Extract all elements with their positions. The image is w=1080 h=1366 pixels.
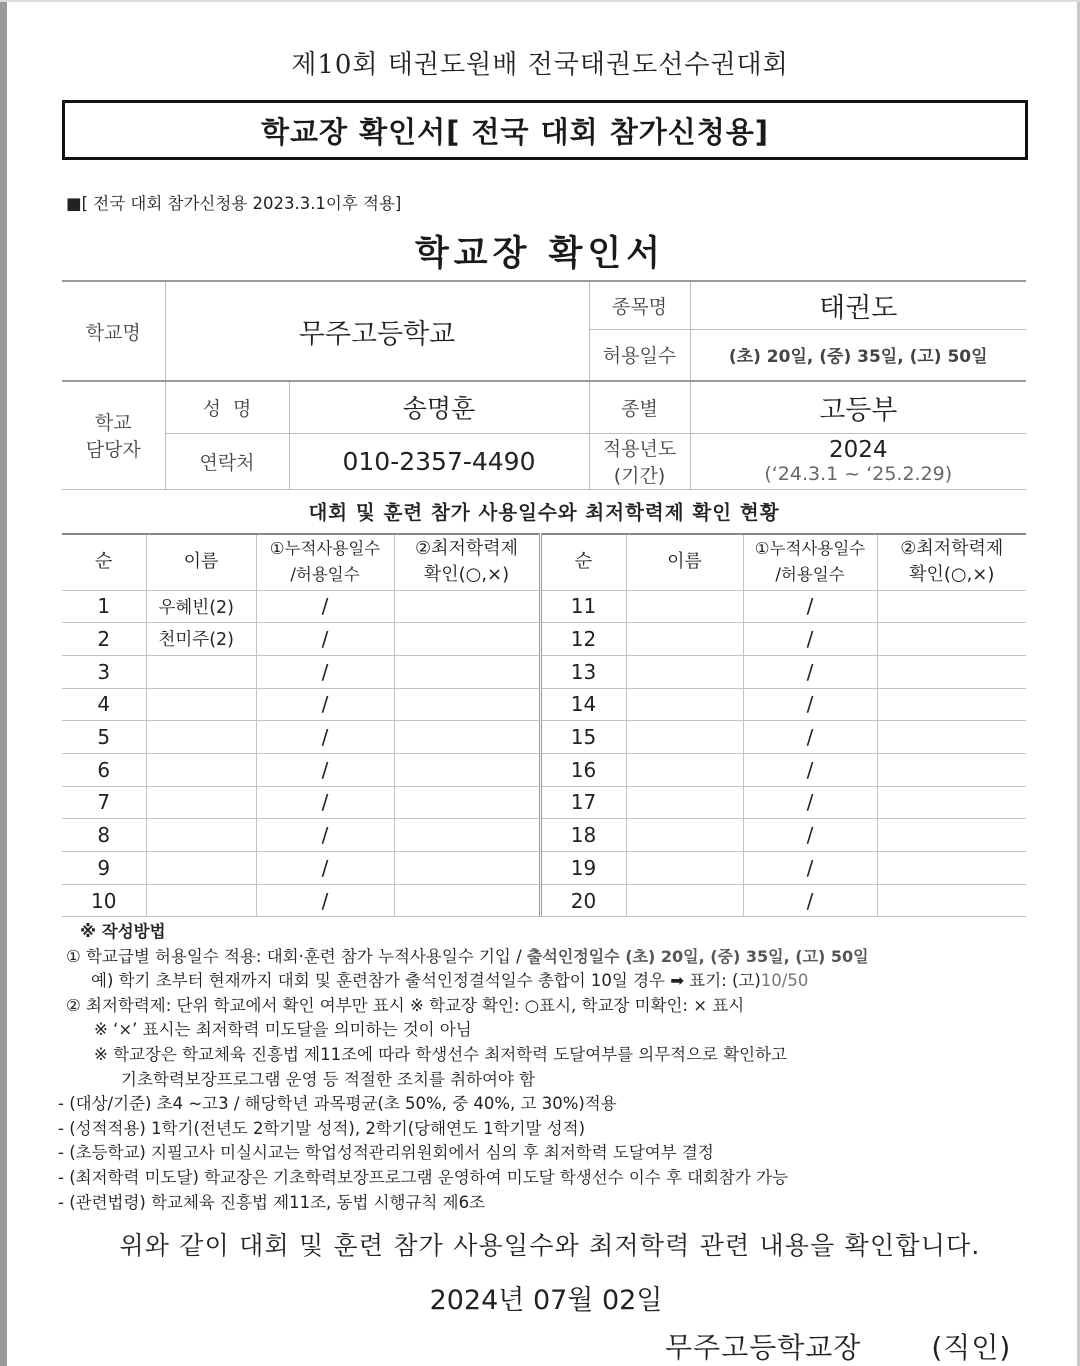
row-name bbox=[146, 819, 256, 852]
method-line-7: - (대상/기준) 초4 ~고3 / 해당학년 과목평균(초 50%, 중 40%, 고 30%)적용 bbox=[58, 1094, 617, 1114]
manager-label-line2: 담당자 bbox=[85, 439, 141, 462]
row-days: / bbox=[256, 721, 394, 754]
roster-header-row bbox=[62, 534, 1026, 590]
row-name bbox=[146, 852, 256, 885]
method-line-6: 기초학력보장프로그램 운영 등 적절한 조치를 취하여야 함 bbox=[121, 1069, 536, 1089]
row-name: 천미주(2) bbox=[146, 623, 256, 656]
method-line-11: - (관련법령) 학교체육 진흥법 제11조, 동법 시행규칙 제6조 bbox=[58, 1192, 485, 1212]
row-check bbox=[877, 852, 1026, 885]
row-check bbox=[394, 753, 540, 786]
row-days: / bbox=[743, 688, 877, 721]
page-edge-top bbox=[0, 0, 1080, 2]
col-academic-right bbox=[877, 534, 1026, 590]
method-line-2a: 예) 학기 초부터 현재까지 대회 및 훈련참가 출석인정결석일수 총합이 10일 경우 ➡ 표기: (고) bbox=[91, 971, 761, 991]
row-no: 5 bbox=[62, 721, 146, 754]
row-name bbox=[626, 688, 743, 721]
col-academic-left bbox=[394, 534, 540, 590]
row-check bbox=[877, 786, 1026, 819]
row-days: / bbox=[743, 753, 877, 786]
row-check bbox=[877, 655, 1026, 688]
event-title: 제10회 태권도원배 전국태권도선수권대회 bbox=[291, 50, 789, 80]
roster-table bbox=[62, 533, 1026, 917]
row-no: 10 bbox=[62, 884, 146, 917]
row-no: 2 bbox=[62, 623, 146, 656]
table-row bbox=[62, 655, 1026, 688]
row-days: / bbox=[743, 721, 877, 754]
col-name-right: 이름 bbox=[626, 534, 743, 590]
row-days: / bbox=[743, 884, 877, 917]
manager-label-line1: 학교 bbox=[94, 412, 132, 435]
row-days: / bbox=[256, 655, 394, 688]
row-check bbox=[394, 786, 540, 819]
row-check bbox=[877, 623, 1026, 656]
writing-method bbox=[58, 920, 1026, 1215]
contact-label: 연락처 bbox=[165, 433, 289, 489]
row-days: / bbox=[743, 623, 877, 656]
col-academic-left-line2: 확인(○,×) bbox=[423, 564, 510, 586]
table-row bbox=[62, 590, 1026, 623]
row-days: / bbox=[256, 884, 394, 917]
row-check bbox=[877, 721, 1026, 754]
row-days: / bbox=[256, 852, 394, 885]
year-label-line1: 적용년도 bbox=[602, 438, 677, 460]
method-line-2 bbox=[66, 969, 1026, 994]
page-edge-left bbox=[0, 0, 7, 1366]
row-days: / bbox=[256, 786, 394, 819]
row-check bbox=[394, 623, 540, 656]
row-name bbox=[626, 721, 743, 754]
col-days-left-line1: ①누적사용일수 bbox=[269, 539, 381, 559]
row-no: 15 bbox=[540, 721, 626, 754]
row-no: 20 bbox=[540, 884, 626, 917]
document-title-box bbox=[62, 100, 1028, 160]
method-line-8: - (성적적용) 1학기(전년도 2학기말 성적), 2학기(당해연도 1학기말 성적) bbox=[58, 1118, 586, 1138]
table-row bbox=[62, 786, 1026, 819]
col-days-left-line2: /허용일수 bbox=[290, 565, 360, 585]
row-check bbox=[394, 688, 540, 721]
col-days-right-line2: /허용일수 bbox=[775, 565, 845, 585]
contact-value: 010-2357-4490 bbox=[289, 433, 589, 489]
col-academic-right-line2: 확인(○,×) bbox=[909, 564, 995, 586]
row-check bbox=[877, 590, 1026, 623]
row-check bbox=[394, 655, 540, 688]
row-check bbox=[394, 884, 540, 917]
row-no: 16 bbox=[540, 753, 626, 786]
row-name bbox=[146, 884, 256, 917]
method-line-2b: 10/50 bbox=[760, 971, 809, 991]
method-line-1 bbox=[66, 945, 1026, 970]
row-check bbox=[877, 819, 1026, 852]
year-label bbox=[589, 433, 690, 489]
row-no: 4 bbox=[62, 688, 146, 721]
table-row bbox=[62, 819, 1026, 852]
roster-section-title: 대회 및 훈련 참가 사용일수와 최저학력제 확인 현황 bbox=[308, 501, 780, 524]
row-days: / bbox=[256, 688, 394, 721]
col-academic-right-line1: ②최저학력제 bbox=[900, 538, 1004, 560]
method-line-5: ※ 학교장은 학교체육 진흥법 제11조에 따라 학생선수 최저학력 도달여부를 의무적으로 확인하고 bbox=[94, 1044, 787, 1064]
table-row bbox=[62, 623, 1026, 656]
manager-name: 송명훈 bbox=[289, 381, 589, 433]
table-row bbox=[62, 852, 1026, 885]
row-days: / bbox=[256, 590, 394, 623]
row-name bbox=[626, 884, 743, 917]
name-label: 성 명 bbox=[165, 381, 289, 433]
row-no: 19 bbox=[540, 852, 626, 885]
school-label: 학교명 bbox=[62, 281, 165, 381]
row-no: 1 bbox=[62, 590, 146, 623]
row-name bbox=[146, 721, 256, 754]
row-name bbox=[146, 786, 256, 819]
year-cell bbox=[690, 433, 1026, 489]
official-seal-mark: (직인) bbox=[931, 1331, 1012, 1364]
col-days-left bbox=[256, 534, 394, 590]
year-period: (‘24.3.1 ~ ‘25.2.29) bbox=[764, 463, 953, 485]
row-name bbox=[626, 819, 743, 852]
table-row bbox=[62, 721, 1026, 754]
table-row bbox=[62, 753, 1026, 786]
row-no: 14 bbox=[540, 688, 626, 721]
division-label: 종별 bbox=[589, 381, 690, 433]
row-name bbox=[626, 623, 743, 656]
col-academic-left-line1: ②최저학력제 bbox=[414, 538, 519, 560]
row-name: 우혜빈(2) bbox=[146, 590, 256, 623]
method-line-4: ※ ‘×’ 표시는 최저학력 미도달을 의미하는 것이 아님 bbox=[94, 1020, 472, 1040]
row-name bbox=[146, 753, 256, 786]
row-check bbox=[394, 819, 540, 852]
method-line-9: - (초등학교) 지필고사 미실시교는 학업성적관리위원회에서 심의 후 최저학력 도달여부 결정 bbox=[58, 1143, 714, 1163]
col-no-right: 순 bbox=[540, 534, 626, 590]
row-days: / bbox=[743, 852, 877, 885]
row-no: 8 bbox=[62, 819, 146, 852]
event-value: 태권도 bbox=[690, 281, 1026, 329]
col-days-right bbox=[743, 534, 877, 590]
row-days: / bbox=[256, 623, 394, 656]
school-info-table bbox=[62, 280, 1026, 490]
row-check bbox=[394, 590, 540, 623]
division-value: 고등부 bbox=[690, 381, 1026, 433]
row-check bbox=[394, 721, 540, 754]
table-row bbox=[62, 688, 1026, 721]
row-no: 18 bbox=[540, 819, 626, 852]
method-heading: ※ 작성방법 bbox=[80, 922, 166, 941]
row-name bbox=[626, 655, 743, 688]
school-name: 무주고등학교 bbox=[165, 281, 589, 381]
col-no-left: 순 bbox=[62, 534, 146, 590]
row-days: / bbox=[743, 655, 877, 688]
event-label: 종목명 bbox=[589, 281, 690, 329]
principal-signature bbox=[665, 1326, 1011, 1366]
row-name bbox=[626, 590, 743, 623]
issue-date: 2024년 07월 02일 bbox=[429, 1285, 663, 1316]
main-title: 학교장 확인서 bbox=[414, 234, 666, 274]
row-check bbox=[877, 753, 1026, 786]
row-no: 17 bbox=[540, 786, 626, 819]
year-label-line2: (기간) bbox=[613, 465, 666, 487]
row-no: 13 bbox=[540, 655, 626, 688]
table-row bbox=[62, 884, 1026, 917]
row-name bbox=[626, 786, 743, 819]
confirmation-statement: 위와 같이 대회 및 훈련 참가 사용일수와 최저학력 관련 내용을 확인합니다. bbox=[119, 1231, 981, 1260]
applicability-note: ■[ 전국 대회 참가신청용 2023.3.1이후 적용] bbox=[66, 194, 402, 213]
row-name bbox=[146, 688, 256, 721]
col-name-left: 이름 bbox=[146, 534, 256, 590]
method-line-1b: 출석인정일수 (초) 20일, (중) 35일, (고) 50일 bbox=[526, 946, 869, 966]
row-days: / bbox=[256, 819, 394, 852]
row-days: / bbox=[743, 590, 877, 623]
row-no: 6 bbox=[62, 753, 146, 786]
row-no: 12 bbox=[540, 623, 626, 656]
method-line-3: ② 최저학력제: 단위 학교에서 확인 여부만 표시 ※ 학교장 확인: ○표시, 학교장 미확인: × 표시 bbox=[66, 995, 745, 1015]
year-value: 2024 bbox=[828, 437, 888, 463]
col-days-right-line1: ①누적사용일수 bbox=[754, 539, 866, 559]
allow-days-value: (초) 20일, (중) 35일, (고) 50일 bbox=[690, 329, 1026, 381]
row-name bbox=[146, 655, 256, 688]
row-check bbox=[394, 852, 540, 885]
row-no: 7 bbox=[62, 786, 146, 819]
row-check bbox=[877, 884, 1026, 917]
row-days: / bbox=[743, 786, 877, 819]
row-check bbox=[877, 688, 1026, 721]
row-name bbox=[626, 753, 743, 786]
row-days: / bbox=[256, 753, 394, 786]
row-days: / bbox=[743, 819, 877, 852]
document-title: 학교장 확인서[ 전국 대회 참가신청용] bbox=[260, 114, 770, 149]
row-no: 11 bbox=[540, 590, 626, 623]
row-no: 9 bbox=[62, 852, 146, 885]
row-no: 3 bbox=[62, 655, 146, 688]
method-line-10: - (최저학력 미도달) 학교장은 기초학력보장프로그램 운영하여 미도달 학생선수 이수 후 대회참가 가능 bbox=[58, 1167, 789, 1187]
allow-days-label: 허용일수 bbox=[589, 329, 690, 381]
roster-body bbox=[62, 590, 1026, 917]
principal-title: 무주고등학교장 bbox=[665, 1331, 862, 1364]
method-line-1a: ① 학교급별 허용일수 적용: 대회·훈련 참가 누적사용일수 기입 / bbox=[66, 946, 527, 966]
manager-label bbox=[62, 381, 165, 489]
row-name bbox=[626, 852, 743, 885]
